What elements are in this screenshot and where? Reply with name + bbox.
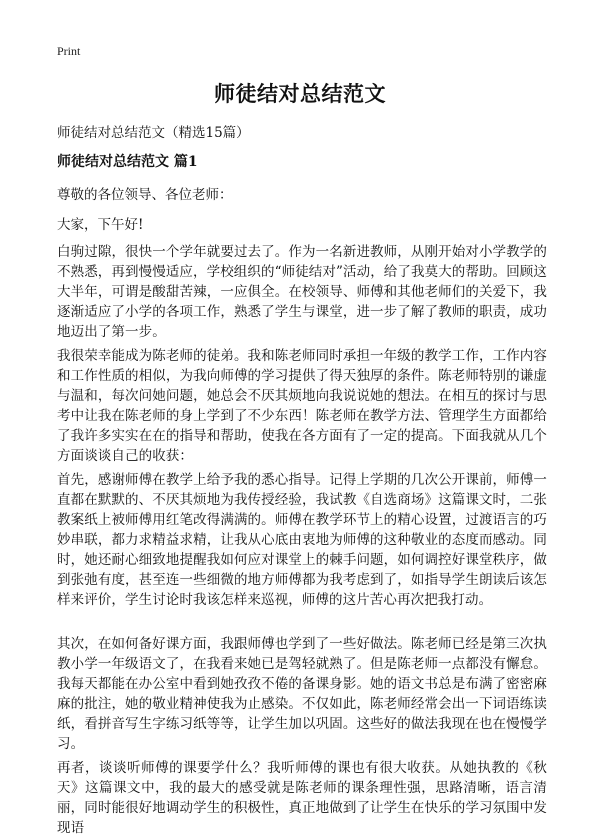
page-title: 师徒结对总结范文 — [214, 81, 386, 106]
paragraph-1: 白驹过隙，很快一个学年就要过去了。作为一名新进教师，从刚开始对小学教学的不熟悉，再到慢慢适应，学校组织的“师徒结对”活动，给了我莫大的帮助。回顾这大半年，可谓是酸甜苦辣，一应俱全。在校领导、师傅和其他老师们的关爱下，我逐渐适应了小学的各项工作，熟悉了学生与课堂，进一步了解了教师的职责，成功地迈出了第一步。 — [57, 244, 548, 340]
paragraph-2: 我很荣幸能成为陈老师的徒弟。我和陈老师同时承担一年级的教学工作，工作内容和工作性质的相似，为我向师傅的学习提供了得天独厚的条件。陈老师特别的谦虚与温和，每次问她问题，她总会不厌其烦地向我说说她的想法。在相互的探讨与思考中让我在陈老师的身上学到了不少东西！陈老师在教学方法、管理学生方面都给了我许多实实在在的指导和帮助，使我在各方面有了一定的提高。下面我就从几个方面谈谈自己的收获： — [57, 348, 547, 464]
section-heading: 师徒结对总结范文 篇1 — [57, 154, 198, 170]
subtitle: 师徒结对总结范文（精选15篇） — [57, 125, 250, 141]
print-link[interactable]: Print — [57, 44, 81, 58]
salutation: 大家，下午好! — [57, 217, 144, 233]
paragraph-5: 再者，谈谈听师傅的课要学什么？我听师傅的课也有很大收获。从她执教的《秋天》这篇课文中，我的最大的感受就是陈老师的课条理性强，思路清晰，语言清丽，同时能很好地调动学生的积极性，真正地做到了让学生在快乐的学习氛围中发现语 — [57, 760, 547, 836]
paragraph-4: 其次，在如何备好课方面，我跟师傅也学到了一些好做法。陈老师已经是第三次执教小学一年级语文了，在我看来她已是驾轻就熟了。但是陈老师一点都没有懈怠。我每天都能在办公室中看到她孜孜不倦的备课身影。她的语文书总是布满了密密麻麻的批注，她的敬业精神使我为止感染。不仅如此，陈老师经常会出一下词语练读纸，看拼音写生字练习纸等等，让学生加以巩固。这些好的做法我现在也在慢慢学习。 — [57, 636, 547, 752]
paragraph-3: 首先，感谢师傅在教学上给予我的悉心指导。记得上学期的几次公开课前，师傅一直都在默默的、不厌其烦地为我传授经验，我试教《自选商场》这篇课文时，二张教案纸上被师傅用红笔改得满满的。师傅在教学环节上的精心设置，过渡语言的巧妙串联，都力求精益求精，让我从心底由衷地为师傅的这种敬业的态度而感动。同时，她还耐心细致地提醒我如何应对课堂上的棘手问题，如何调控好课堂秩序，做到张弛有度，甚至连一些细微的地方师傅都为我考虑到了，如指导学生朗读后该怎样来评价，学生讨论时我该怎样来巡视，师傅的这片苦心再次把我打动。 — [57, 472, 547, 608]
greeting: 尊敬的各位领导、各位老师： — [57, 187, 233, 203]
